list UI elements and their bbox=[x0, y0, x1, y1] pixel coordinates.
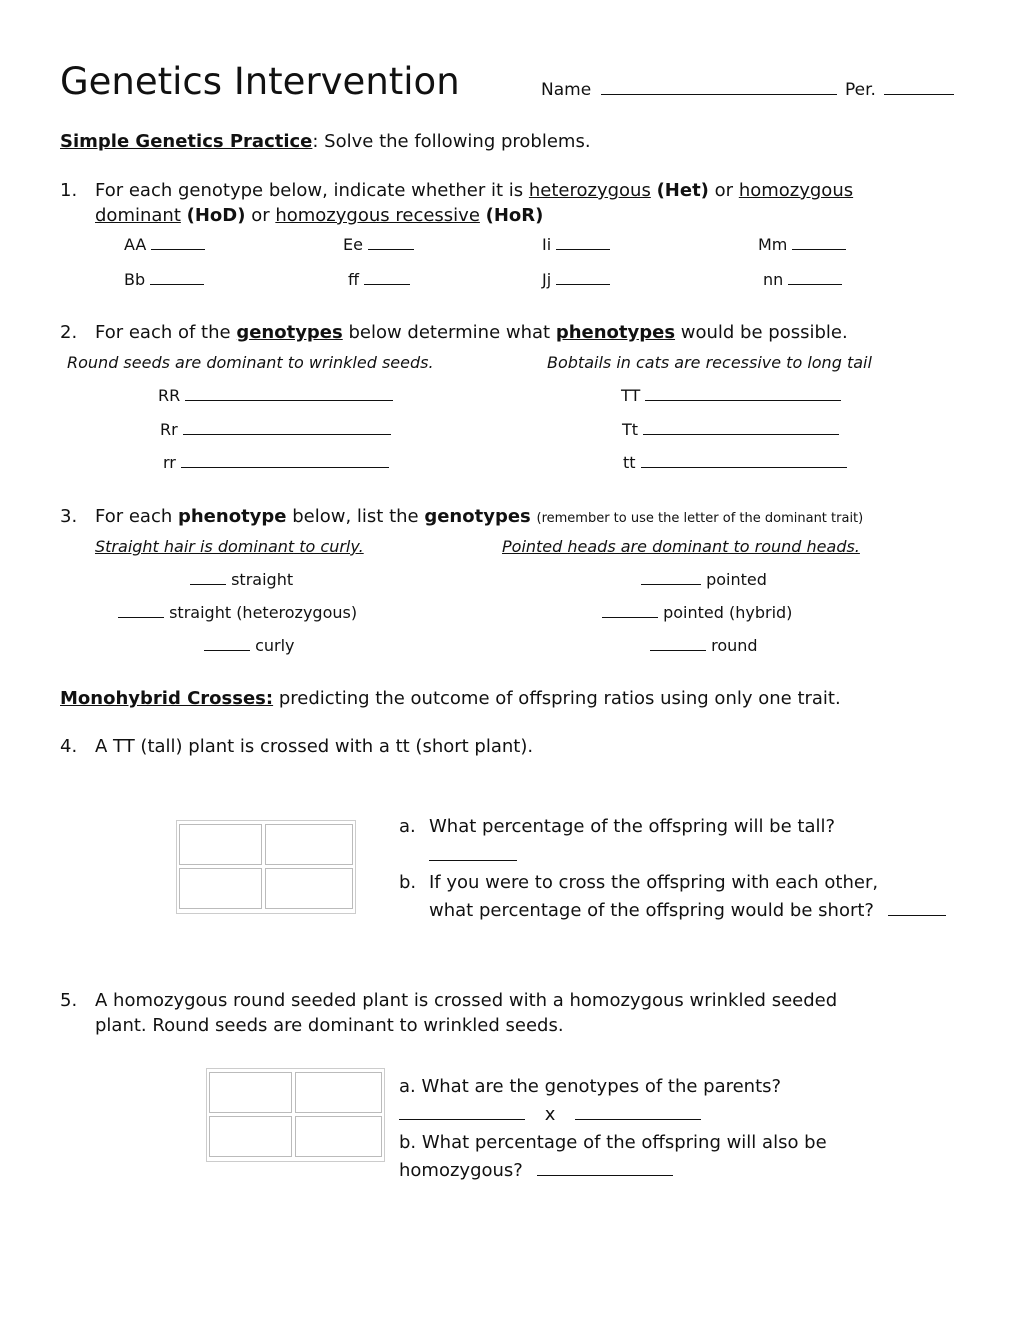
answer-blank[interactable] bbox=[190, 570, 226, 585]
q5a-answer[interactable] bbox=[399, 1104, 701, 1125]
genotype-item[interactable] bbox=[542, 270, 610, 289]
genotype-item[interactable] bbox=[763, 270, 842, 289]
answer-blank[interactable] bbox=[181, 453, 389, 468]
q5b-text-1: b. What percentage of the offspring will also be bbox=[399, 1132, 827, 1153]
q3-left-note: Straight hair is dominant to curly. bbox=[95, 537, 364, 556]
phenotype-label: round bbox=[711, 636, 758, 655]
genotype-answer-item[interactable] bbox=[602, 603, 792, 622]
period-label: Per. bbox=[844, 80, 876, 100]
q4b-label: b. bbox=[399, 872, 417, 893]
q1-het-abbr: (Het) bbox=[656, 180, 709, 201]
phenotype-item[interactable] bbox=[158, 386, 393, 405]
punnett-square-q4[interactable] bbox=[176, 820, 356, 914]
section-instruction: : Solve the following problems. bbox=[312, 131, 591, 152]
q2-genotypes-word: genotypes bbox=[236, 322, 343, 343]
q4a-text: What percentage of the offspring will be tall? bbox=[429, 816, 836, 837]
q3-right-note: Pointed heads are dominant to round heads. bbox=[502, 537, 860, 556]
q2-number: 2. bbox=[60, 322, 78, 343]
answer-blank[interactable] bbox=[556, 235, 610, 250]
q5-text-2: plant. Round seeds are dominant to wrinkled seeds. bbox=[95, 1015, 564, 1036]
genotype-answer-item[interactable] bbox=[650, 636, 758, 655]
answer-blank[interactable] bbox=[641, 570, 701, 585]
q3-phenotype-word: phenotype bbox=[177, 506, 287, 527]
name-blank[interactable] bbox=[601, 80, 837, 95]
q3-text-b: below, list the bbox=[286, 506, 425, 527]
q4a-label: a. bbox=[399, 816, 416, 837]
parent-1-blank[interactable] bbox=[399, 1105, 525, 1120]
answer-blank[interactable] bbox=[650, 636, 706, 651]
phenotype-item[interactable] bbox=[163, 453, 389, 472]
genotype-label: Rr bbox=[160, 420, 178, 439]
phenotype-item[interactable] bbox=[621, 386, 841, 405]
phenotype-label: straight bbox=[231, 570, 294, 589]
answer-blank[interactable] bbox=[888, 901, 946, 916]
q1-line-2 bbox=[95, 205, 543, 226]
genotype-label: AA bbox=[124, 235, 147, 254]
genotype-label: rr bbox=[163, 453, 176, 472]
genotype-item[interactable] bbox=[348, 270, 410, 289]
q2-text-b: below determine what bbox=[342, 322, 556, 343]
q4b-text-1: If you were to cross the offspring with each other, bbox=[429, 872, 879, 893]
q1-hod-word-2: dominant bbox=[95, 205, 181, 226]
genotype-label: Mm bbox=[758, 235, 788, 254]
q3-text-a: For each bbox=[95, 506, 178, 527]
q5b-text-2 bbox=[399, 1160, 673, 1181]
genotype-label: nn bbox=[763, 270, 784, 289]
genotype-item[interactable] bbox=[758, 235, 846, 254]
section-heading-label: Simple Genetics Practice bbox=[60, 131, 313, 152]
q1-text: For each genotype below, indicate whether it is bbox=[95, 180, 529, 201]
punnett-cell[interactable] bbox=[265, 868, 353, 909]
genotype-item[interactable] bbox=[124, 235, 205, 254]
phenotype-label: straight (heterozygous) bbox=[169, 603, 358, 622]
genotype-answer-item[interactable] bbox=[204, 636, 295, 655]
q2-text bbox=[95, 322, 848, 343]
page-title: Genetics Intervention bbox=[60, 60, 460, 103]
q1-hor-word: homozygous recessive bbox=[275, 205, 480, 226]
genotype-answer-item[interactable] bbox=[118, 603, 357, 622]
q2-text-a: For each of the bbox=[95, 322, 237, 343]
answer-blank[interactable] bbox=[364, 270, 410, 285]
q4-number: 4. bbox=[60, 736, 78, 757]
q2-left-note: Round seeds are dominant to wrinkled seeds. bbox=[67, 353, 434, 372]
punnett-cell[interactable] bbox=[179, 868, 262, 909]
genotype-label: Ii bbox=[542, 235, 552, 254]
q4-text: A TT (tall) plant is crossed with a tt (short plant). bbox=[95, 736, 534, 757]
genotype-label: Tt bbox=[622, 420, 639, 439]
q1-hod-word: homozygous bbox=[738, 180, 854, 201]
answer-blank[interactable] bbox=[556, 270, 610, 285]
q4b-text: what percentage of the offspring would be short? bbox=[429, 900, 874, 921]
q2-text-c: would be possible. bbox=[675, 322, 848, 343]
q1-or: or bbox=[714, 180, 734, 201]
name-label: Name bbox=[541, 80, 592, 100]
period-blank[interactable] bbox=[884, 80, 954, 95]
answer-blank[interactable] bbox=[185, 386, 393, 401]
answer-blank[interactable] bbox=[151, 235, 205, 250]
genotype-label: Bb bbox=[124, 270, 146, 289]
q1-number: 1. bbox=[60, 180, 78, 201]
genotype-item[interactable] bbox=[124, 270, 204, 289]
answer-blank[interactable] bbox=[368, 235, 414, 250]
answer-blank[interactable] bbox=[641, 453, 847, 468]
cross-symbol: x bbox=[544, 1104, 556, 1125]
genotype-label: TT bbox=[621, 386, 641, 405]
answer-blank[interactable] bbox=[645, 386, 841, 401]
genotype-item[interactable] bbox=[343, 235, 414, 254]
q5-number: 5. bbox=[60, 990, 78, 1011]
phenotype-label: pointed (hybrid) bbox=[663, 603, 793, 622]
q1-het-word: heterozygous bbox=[528, 180, 651, 201]
q1-hod-abbr: (HoD) bbox=[186, 205, 246, 226]
answer-blank[interactable] bbox=[118, 603, 164, 618]
answer-blank[interactable] bbox=[429, 846, 517, 861]
answer-blank[interactable] bbox=[537, 1161, 673, 1176]
q4b-text-2 bbox=[429, 900, 946, 921]
q1-line-1 bbox=[95, 180, 853, 201]
genotype-label: ff bbox=[348, 270, 360, 289]
q5-text-1: A homozygous round seeded plant is crossed with a homozygous wrinkled seeded bbox=[95, 990, 838, 1011]
answer-blank[interactable] bbox=[204, 636, 250, 651]
punnett-cell[interactable] bbox=[295, 1116, 382, 1157]
q1-hor-abbr: (HoR) bbox=[485, 205, 544, 226]
phenotype-label: pointed bbox=[706, 570, 767, 589]
answer-blank[interactable] bbox=[150, 270, 204, 285]
genotype-answer-item[interactable] bbox=[190, 570, 293, 589]
name-field[interactable] bbox=[541, 80, 954, 100]
q5b-text: homozygous? bbox=[399, 1160, 523, 1181]
phenotype-item[interactable] bbox=[160, 420, 391, 439]
q3-text bbox=[95, 506, 863, 527]
section-heading-label: Monohybrid Crosses: bbox=[60, 688, 274, 709]
q1-or-2: or bbox=[251, 205, 270, 226]
q5a-text: a. What are the genotypes of the parents? bbox=[399, 1076, 782, 1097]
section-heading-simple-genetics bbox=[60, 131, 591, 152]
answer-blank[interactable] bbox=[788, 270, 842, 285]
answer-blank[interactable] bbox=[643, 420, 839, 435]
parent-2-blank[interactable] bbox=[575, 1105, 701, 1120]
q3-genotypes-word: genotypes bbox=[424, 506, 531, 527]
q3-number: 3. bbox=[60, 506, 78, 527]
answer-blank[interactable] bbox=[183, 420, 391, 435]
genotype-answer-item[interactable] bbox=[641, 570, 767, 589]
phenotype-item[interactable] bbox=[622, 420, 839, 439]
genotype-label: tt bbox=[623, 453, 636, 472]
punnett-square-q5[interactable] bbox=[206, 1068, 385, 1162]
genotype-label: RR bbox=[158, 386, 181, 405]
phenotype-item[interactable] bbox=[623, 453, 847, 472]
q2-right-note: Bobtails in cats are recessive to long tail bbox=[547, 353, 872, 372]
answer-blank[interactable] bbox=[602, 603, 658, 618]
phenotype-label: curly bbox=[255, 636, 295, 655]
genotype-label: Jj bbox=[542, 270, 552, 289]
q3-small-note: (remember to use the letter of the dominant trait) bbox=[536, 511, 864, 526]
answer-blank[interactable] bbox=[792, 235, 846, 250]
genotype-item[interactable] bbox=[542, 235, 610, 254]
section-description: predicting the outcome of offspring ratios using only one trait. bbox=[273, 688, 841, 709]
genotype-label: Ee bbox=[343, 235, 363, 254]
punnett-cell[interactable] bbox=[179, 824, 262, 865]
section-heading-monohybrid bbox=[60, 688, 841, 709]
punnett-cell[interactable] bbox=[209, 1116, 292, 1157]
punnett-cell[interactable] bbox=[295, 1072, 382, 1113]
punnett-cell[interactable] bbox=[265, 824, 353, 865]
punnett-cell[interactable] bbox=[209, 1072, 292, 1113]
q2-phenotypes-word: phenotypes bbox=[555, 322, 676, 343]
q4a-answer[interactable] bbox=[429, 845, 517, 866]
